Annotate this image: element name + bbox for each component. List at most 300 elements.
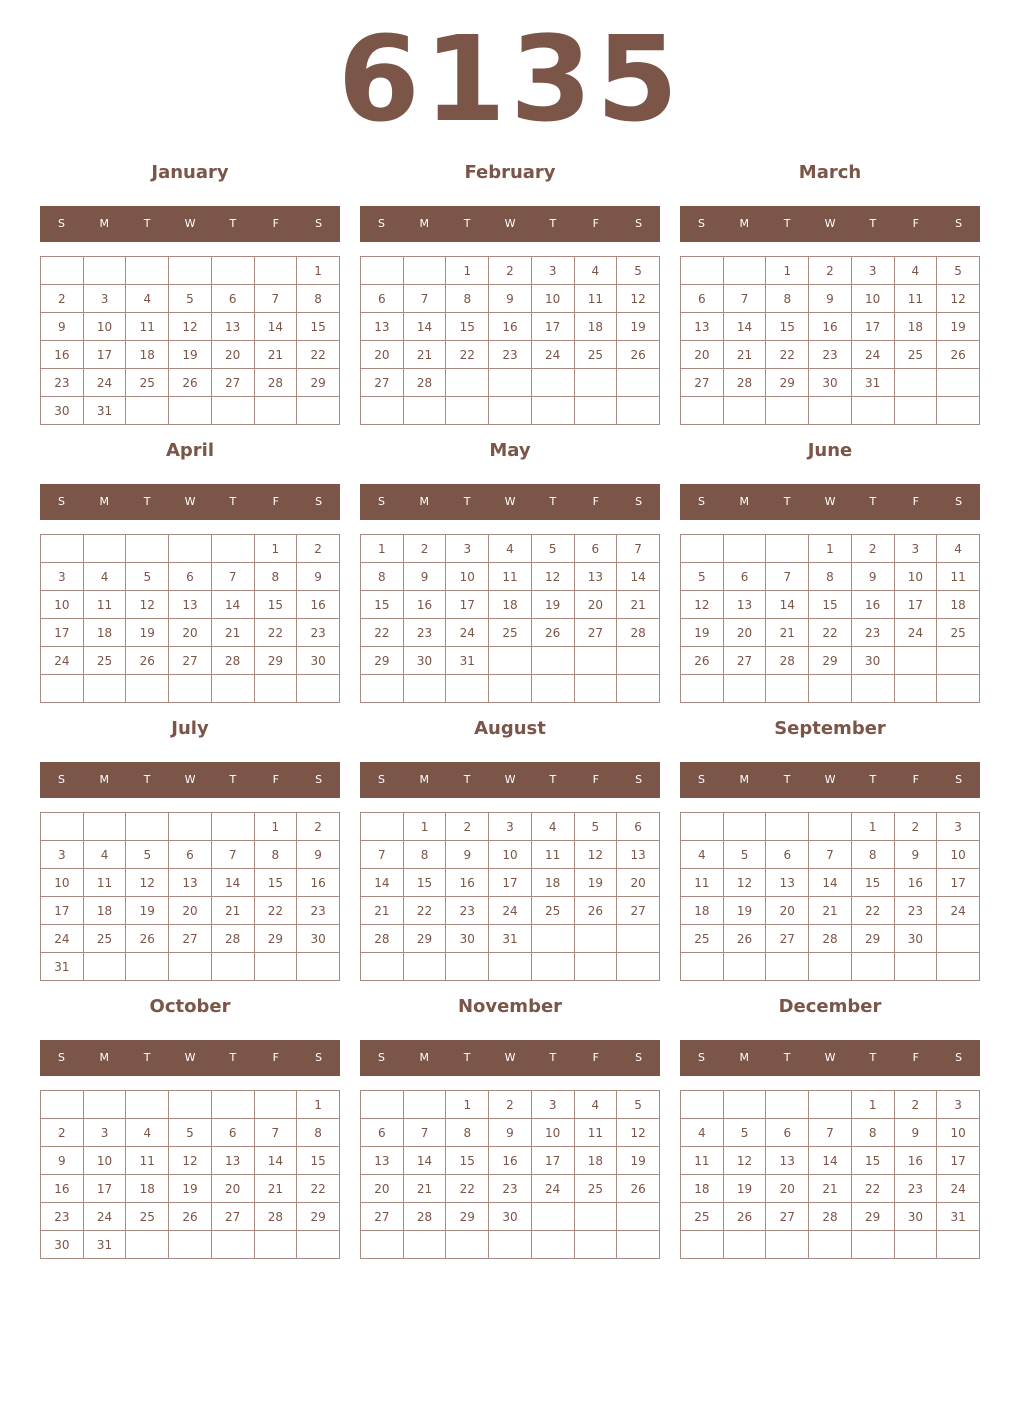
weekday-label: S — [315, 217, 323, 230]
day-cell — [617, 675, 660, 703]
day-cell — [169, 953, 212, 981]
week-row — [41, 1091, 340, 1119]
day-cell: 29 — [446, 1203, 489, 1231]
weekday-label: M — [99, 773, 110, 786]
weekday-label: T — [869, 1051, 877, 1064]
week-row — [361, 897, 660, 925]
day-cell: 28 — [403, 1203, 446, 1231]
day-cell: 16 — [489, 313, 532, 341]
day-grid — [40, 256, 340, 425]
day-cell: 18 — [489, 591, 532, 619]
day-cell: 29 — [254, 647, 297, 675]
week-row — [361, 619, 660, 647]
day-cell: 15 — [403, 869, 446, 897]
weekday-label: S — [955, 217, 963, 230]
day-cell: 10 — [531, 1119, 574, 1147]
day-cell: 17 — [894, 591, 937, 619]
day-cell: 28 — [809, 1203, 852, 1231]
weekday-label: M — [99, 1051, 110, 1064]
week-row — [41, 591, 340, 619]
day-cell: 23 — [446, 897, 489, 925]
weekday-label: T — [143, 217, 151, 230]
day-cell: 18 — [83, 619, 126, 647]
day-cell: 11 — [126, 313, 169, 341]
day-cell — [361, 257, 404, 285]
day-grid — [360, 256, 660, 425]
day-cell: 29 — [809, 647, 852, 675]
day-cell: 29 — [361, 647, 404, 675]
day-cell: 25 — [894, 341, 937, 369]
day-cell: 22 — [297, 1175, 340, 1203]
day-cell: 11 — [83, 591, 126, 619]
week-row — [41, 397, 340, 425]
day-cell — [809, 953, 852, 981]
month-name: June — [807, 440, 853, 461]
day-cell — [254, 1231, 297, 1259]
day-cell — [723, 1231, 766, 1259]
day-cell: 2 — [489, 1091, 532, 1119]
weekday-label: M — [99, 217, 110, 230]
day-cell: 23 — [894, 1175, 937, 1203]
day-cell: 28 — [211, 647, 254, 675]
weekday-header — [40, 206, 340, 242]
day-cell: 21 — [254, 341, 297, 369]
day-cell: 31 — [83, 397, 126, 425]
day-cell: 30 — [41, 397, 84, 425]
day-cell: 9 — [297, 841, 340, 869]
week-row — [41, 313, 340, 341]
day-cell: 19 — [574, 869, 617, 897]
day-cell: 22 — [297, 341, 340, 369]
day-cell — [83, 257, 126, 285]
day-cell: 4 — [126, 1119, 169, 1147]
day-cell: 27 — [169, 925, 212, 953]
day-cell — [681, 953, 724, 981]
weekday-label: F — [592, 495, 599, 508]
week-row — [681, 285, 980, 313]
day-cell — [403, 1231, 446, 1259]
weekday-label: W — [824, 773, 836, 786]
day-grid — [680, 812, 980, 981]
day-cell — [574, 1203, 617, 1231]
week-row — [41, 1175, 340, 1203]
day-cell: 26 — [574, 897, 617, 925]
day-cell: 8 — [851, 841, 894, 869]
day-cell: 1 — [851, 1091, 894, 1119]
day-cell — [894, 675, 937, 703]
day-cell: 8 — [403, 841, 446, 869]
day-cell: 31 — [489, 925, 532, 953]
day-cell — [766, 675, 809, 703]
day-cell: 23 — [297, 897, 340, 925]
week-row — [681, 897, 980, 925]
week-row — [681, 397, 980, 425]
day-cell: 14 — [809, 869, 852, 897]
week-row — [41, 1147, 340, 1175]
day-cell: 20 — [766, 897, 809, 925]
week-row — [41, 369, 340, 397]
day-cell: 6 — [361, 285, 404, 313]
day-cell — [361, 1231, 404, 1259]
day-cell: 20 — [574, 591, 617, 619]
day-cell — [531, 953, 574, 981]
day-cell: 14 — [254, 313, 297, 341]
weekday-label: W — [824, 217, 836, 230]
day-cell: 14 — [403, 1147, 446, 1175]
weekday-header — [360, 206, 660, 242]
day-cell: 26 — [126, 925, 169, 953]
day-cell: 29 — [254, 925, 297, 953]
weekday-label: F — [592, 1051, 599, 1064]
day-cell: 17 — [83, 1175, 126, 1203]
day-cell: 2 — [489, 257, 532, 285]
day-cell: 12 — [531, 563, 574, 591]
day-cell: 22 — [809, 619, 852, 647]
day-grid — [40, 534, 340, 703]
day-cell: 19 — [169, 1175, 212, 1203]
weekday-header — [680, 206, 980, 242]
weekday-label: S — [635, 1051, 643, 1064]
day-cell: 5 — [126, 841, 169, 869]
weekday-label: F — [272, 1051, 279, 1064]
day-cell: 24 — [937, 1175, 980, 1203]
day-cell — [403, 1091, 446, 1119]
day-cell — [531, 369, 574, 397]
weekday-label: F — [912, 495, 919, 508]
day-cell: 1 — [446, 257, 489, 285]
week-row — [681, 1119, 980, 1147]
day-cell: 12 — [617, 1119, 660, 1147]
day-cell: 26 — [937, 341, 980, 369]
day-cell — [126, 675, 169, 703]
week-row — [41, 953, 340, 981]
day-cell: 28 — [361, 925, 404, 953]
day-cell: 20 — [617, 869, 660, 897]
day-cell — [403, 397, 446, 425]
day-cell: 17 — [83, 341, 126, 369]
day-cell: 7 — [403, 1119, 446, 1147]
day-cell — [211, 1231, 254, 1259]
day-cell — [766, 1231, 809, 1259]
day-cell: 27 — [681, 369, 724, 397]
week-row — [681, 563, 980, 591]
week-row — [361, 257, 660, 285]
weekday-label: T — [229, 217, 237, 230]
weekday-label: S — [377, 773, 385, 786]
day-cell: 23 — [894, 897, 937, 925]
day-cell: 22 — [254, 897, 297, 925]
week-row — [361, 869, 660, 897]
day-cell — [723, 1091, 766, 1119]
day-cell — [723, 535, 766, 563]
week-row — [41, 813, 340, 841]
week-row — [41, 535, 340, 563]
weekday-label: M — [739, 1051, 750, 1064]
day-cell: 22 — [403, 897, 446, 925]
day-cell: 22 — [361, 619, 404, 647]
day-cell — [169, 1231, 212, 1259]
day-cell — [211, 813, 254, 841]
day-cell — [531, 397, 574, 425]
weekday-label: W — [824, 495, 836, 508]
month-name: December — [778, 996, 882, 1017]
week-row — [361, 1175, 660, 1203]
week-row — [681, 341, 980, 369]
day-cell: 18 — [83, 897, 126, 925]
day-cell: 10 — [446, 563, 489, 591]
week-row — [681, 813, 980, 841]
week-row — [681, 369, 980, 397]
week-row — [41, 563, 340, 591]
week-row — [361, 953, 660, 981]
day-cell — [766, 813, 809, 841]
week-row — [681, 1203, 980, 1231]
day-cell: 4 — [937, 535, 980, 563]
day-cell — [83, 535, 126, 563]
day-cell — [361, 397, 404, 425]
day-cell: 21 — [766, 619, 809, 647]
day-cell — [169, 397, 212, 425]
weekday-header — [680, 1040, 980, 1076]
day-cell: 5 — [574, 813, 617, 841]
day-cell: 31 — [937, 1203, 980, 1231]
day-cell — [489, 675, 532, 703]
day-cell: 17 — [41, 619, 84, 647]
week-row — [361, 313, 660, 341]
weekday-label: F — [912, 1051, 919, 1064]
day-cell — [809, 1091, 852, 1119]
day-cell: 8 — [766, 285, 809, 313]
weekday-label: T — [143, 773, 151, 786]
weekday-label: F — [592, 773, 599, 786]
day-cell: 25 — [681, 925, 724, 953]
day-cell: 13 — [681, 313, 724, 341]
day-cell — [574, 953, 617, 981]
day-cell: 3 — [446, 535, 489, 563]
day-cell: 30 — [894, 925, 937, 953]
day-cell: 14 — [403, 313, 446, 341]
weekday-label: T — [869, 773, 877, 786]
day-cell — [254, 1091, 297, 1119]
day-cell: 23 — [297, 619, 340, 647]
day-cell: 18 — [937, 591, 980, 619]
day-cell: 18 — [531, 869, 574, 897]
day-cell: 20 — [211, 341, 254, 369]
month-name: October — [149, 996, 231, 1017]
day-cell: 29 — [403, 925, 446, 953]
day-cell — [254, 675, 297, 703]
day-cell — [681, 1091, 724, 1119]
day-cell: 19 — [617, 1147, 660, 1175]
weekday-header — [680, 762, 980, 798]
week-row — [361, 925, 660, 953]
day-cell: 21 — [211, 897, 254, 925]
day-cell — [446, 953, 489, 981]
day-cell — [83, 953, 126, 981]
day-cell — [681, 257, 724, 285]
day-cell: 25 — [681, 1203, 724, 1231]
day-cell: 20 — [169, 619, 212, 647]
day-cell: 7 — [254, 1119, 297, 1147]
weekday-label: S — [697, 773, 705, 786]
weekday-label: S — [315, 495, 323, 508]
weekday-label: M — [419, 773, 430, 786]
day-cell: 16 — [297, 591, 340, 619]
day-cell: 25 — [489, 619, 532, 647]
weekday-label: S — [635, 773, 643, 786]
day-cell: 19 — [617, 313, 660, 341]
day-cell — [489, 397, 532, 425]
week-row — [361, 535, 660, 563]
day-cell: 6 — [574, 535, 617, 563]
day-cell: 26 — [681, 647, 724, 675]
day-cell: 18 — [681, 897, 724, 925]
day-cell: 10 — [41, 591, 84, 619]
weekday-label: M — [419, 217, 430, 230]
day-grid — [40, 1090, 340, 1259]
day-cell — [489, 953, 532, 981]
weekday-label: F — [912, 773, 919, 786]
day-cell: 27 — [361, 369, 404, 397]
day-cell: 31 — [83, 1231, 126, 1259]
day-cell: 6 — [169, 563, 212, 591]
day-cell — [766, 953, 809, 981]
week-row — [41, 257, 340, 285]
day-cell: 3 — [531, 1091, 574, 1119]
day-cell — [531, 1231, 574, 1259]
day-cell: 30 — [489, 1203, 532, 1231]
day-cell: 23 — [41, 1203, 84, 1231]
day-cell — [617, 1231, 660, 1259]
month-name: August — [474, 718, 546, 739]
day-cell: 30 — [403, 647, 446, 675]
weekday-label: T — [143, 1051, 151, 1064]
day-cell: 15 — [254, 591, 297, 619]
weekday-label: W — [504, 1051, 516, 1064]
week-row — [41, 675, 340, 703]
day-cell — [894, 397, 937, 425]
day-cell: 13 — [723, 591, 766, 619]
weekday-label: F — [272, 773, 279, 786]
day-cell: 17 — [41, 897, 84, 925]
day-grid — [360, 534, 660, 703]
month-name: May — [489, 440, 531, 461]
day-cell: 30 — [894, 1203, 937, 1231]
day-cell — [574, 675, 617, 703]
day-cell: 4 — [681, 841, 724, 869]
day-cell: 31 — [851, 369, 894, 397]
week-row — [41, 1203, 340, 1231]
day-cell — [169, 675, 212, 703]
day-cell: 18 — [126, 341, 169, 369]
day-cell: 1 — [403, 813, 446, 841]
weekday-label: T — [549, 217, 557, 230]
day-cell: 3 — [41, 841, 84, 869]
day-cell: 1 — [254, 535, 297, 563]
weekday-label: T — [783, 1051, 791, 1064]
day-cell: 15 — [297, 1147, 340, 1175]
weekday-label: S — [315, 773, 323, 786]
day-cell: 16 — [809, 313, 852, 341]
day-cell — [254, 953, 297, 981]
day-grid — [680, 1090, 980, 1259]
day-cell: 23 — [403, 619, 446, 647]
weekday-label: T — [463, 1051, 471, 1064]
weekday-label: W — [824, 1051, 836, 1064]
day-cell: 7 — [211, 563, 254, 591]
day-cell: 6 — [169, 841, 212, 869]
month-name: September — [774, 718, 886, 739]
weekday-label: M — [99, 495, 110, 508]
day-cell — [937, 369, 980, 397]
day-cell: 4 — [574, 1091, 617, 1119]
day-cell: 13 — [211, 1147, 254, 1175]
day-cell: 24 — [894, 619, 937, 647]
day-cell — [809, 397, 852, 425]
day-cell: 15 — [361, 591, 404, 619]
week-row — [361, 675, 660, 703]
day-cell: 22 — [851, 1175, 894, 1203]
week-row — [681, 1231, 980, 1259]
week-row — [41, 341, 340, 369]
day-cell: 15 — [446, 1147, 489, 1175]
day-cell: 10 — [937, 841, 980, 869]
week-row — [681, 1147, 980, 1175]
day-cell: 24 — [851, 341, 894, 369]
day-cell: 6 — [681, 285, 724, 313]
day-cell: 12 — [617, 285, 660, 313]
day-cell — [211, 1091, 254, 1119]
week-row — [41, 841, 340, 869]
day-cell: 4 — [531, 813, 574, 841]
day-cell: 21 — [361, 897, 404, 925]
day-cell — [297, 675, 340, 703]
week-row — [41, 285, 340, 313]
day-cell: 30 — [297, 925, 340, 953]
day-cell: 24 — [937, 897, 980, 925]
day-cell: 1 — [446, 1091, 489, 1119]
day-cell: 16 — [41, 1175, 84, 1203]
week-row — [681, 925, 980, 953]
day-cell — [361, 813, 404, 841]
weekday-label: S — [697, 1051, 705, 1064]
day-cell: 14 — [723, 313, 766, 341]
day-cell: 26 — [617, 1175, 660, 1203]
day-cell: 19 — [937, 313, 980, 341]
day-cell: 22 — [254, 619, 297, 647]
weekday-label: T — [869, 217, 877, 230]
weekday-label: T — [229, 1051, 237, 1064]
day-cell — [446, 1231, 489, 1259]
day-cell: 16 — [297, 869, 340, 897]
weekday-label: S — [377, 217, 385, 230]
weekday-label: S — [955, 773, 963, 786]
day-cell: 10 — [531, 285, 574, 313]
day-cell: 2 — [41, 1119, 84, 1147]
day-cell: 12 — [723, 869, 766, 897]
weekday-label: M — [739, 495, 750, 508]
day-cell: 17 — [489, 869, 532, 897]
day-cell: 16 — [851, 591, 894, 619]
day-cell: 1 — [361, 535, 404, 563]
month-name: April — [165, 440, 215, 461]
day-cell: 5 — [126, 563, 169, 591]
day-cell: 30 — [446, 925, 489, 953]
week-row — [41, 647, 340, 675]
weekday-label: T — [783, 217, 791, 230]
day-cell: 13 — [169, 869, 212, 897]
day-cell: 31 — [41, 953, 84, 981]
